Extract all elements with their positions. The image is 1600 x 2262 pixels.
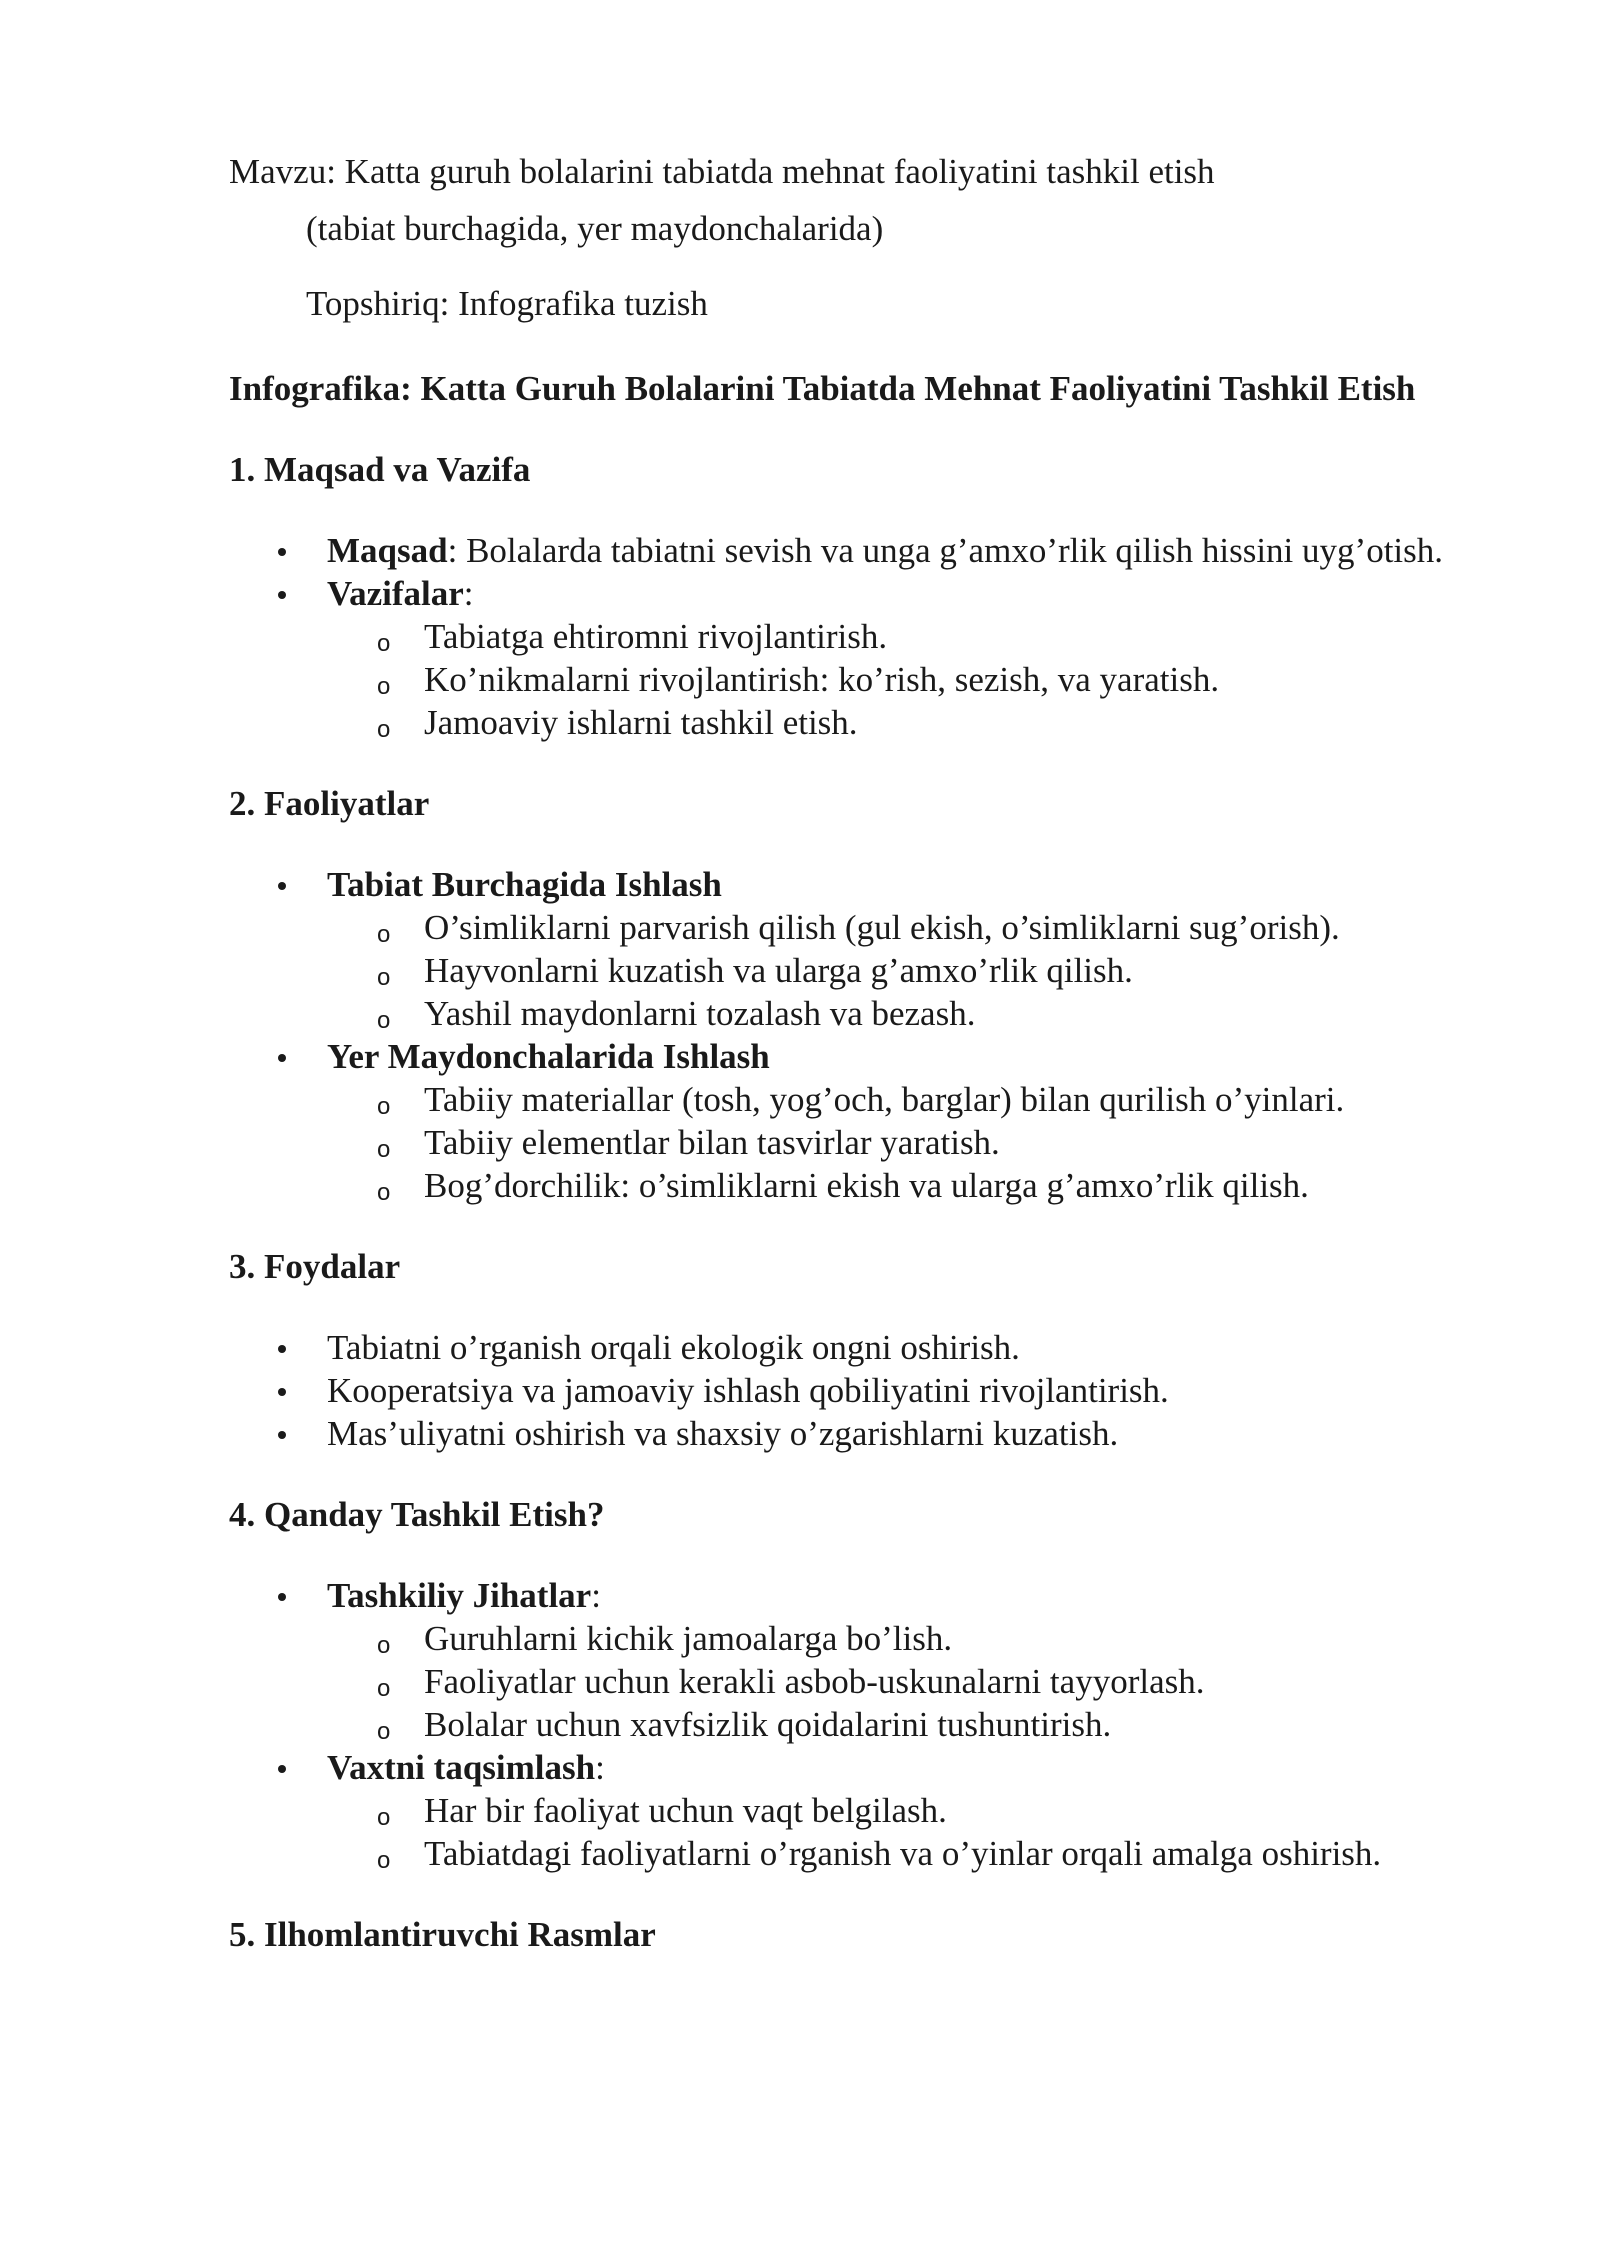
bullet-icon [278, 1388, 286, 1396]
bullet-list [229, 863, 1491, 1207]
circle-bullet-icon: o [377, 1179, 391, 1206]
sub-bullet-text: Tabiatdagi faoliyatlarni o’rganish va o’yinlar orqali amalga oshirish. [424, 1834, 1382, 1873]
sub-bullet-text: Guruhlarni kichik jamoalarga bo’lish. [424, 1619, 953, 1658]
bullet-icon [278, 1593, 286, 1601]
bullet-label: Tashkiliy Jihatlar [327, 1576, 592, 1615]
bullet-icon [278, 548, 286, 556]
bullet-list [229, 1574, 1491, 1875]
bullet-text [327, 863, 1491, 906]
sub-bullet-text: O’simliklarni parvarish qilish (gul ekish, o’simliklarni sug’orish). [424, 908, 1340, 947]
bullet-label: Vazifalar [327, 574, 464, 613]
bullet-text [327, 1035, 1491, 1078]
circle-bullet-icon: o [377, 1847, 391, 1874]
sub-bullet-text: Bog’dorchilik: o’simliklarni ekish va ularga g’amxo’rlik qilish. [424, 1166, 1309, 1205]
circle-bullet-icon: o [377, 921, 391, 948]
topic-line: Mavzu: Katta guruh bolalarini tabiatda mehnat faoliyatini tashkil etish [229, 152, 1215, 191]
sub-bullet-item [327, 1660, 1491, 1703]
bullet-label: Maqsad [327, 531, 448, 570]
bullet-item [229, 1574, 1491, 1746]
section-heading: 4. Qanday Tashkil Etish? [229, 1495, 605, 1534]
sub-bullet-item [327, 906, 1491, 949]
bullet-text [327, 1746, 1491, 1789]
sub-bullet-item [327, 1617, 1491, 1660]
sub-bullet-item [327, 992, 1491, 1035]
document-title: Infografika: Katta Guruh Bolalarini Tabiatda Mehnat Faoliyatini Tashkil Etish [229, 369, 1416, 408]
section-heading: 1. Maqsad va Vazifa [229, 450, 531, 489]
bullet-text [327, 1369, 1491, 1412]
topic-subtitle: (tabiat burchagida, yer maydonchalarida) [306, 209, 884, 248]
circle-bullet-icon: o [377, 1804, 391, 1831]
sub-bullet-item [327, 949, 1491, 992]
bullet-list [229, 1326, 1491, 1455]
sub-bullet-text: Jamoaviy ishlarni tashkil etish. [424, 703, 858, 742]
circle-bullet-icon: o [377, 964, 391, 991]
document-body [229, 150, 1491, 1956]
bullet-item [229, 1412, 1491, 1455]
bullet-body: : [591, 1576, 601, 1615]
circle-bullet-icon: o [377, 1675, 391, 1702]
bullet-item [229, 863, 1491, 1035]
section-heading: 3. Foydalar [229, 1247, 401, 1286]
bullet-text [327, 1412, 1491, 1455]
sub-bullet-text: Yashil maydonlarni tozalash va bezash. [424, 994, 976, 1033]
sub-bullet-item [327, 1078, 1491, 1121]
bullet-text [327, 529, 1491, 572]
sub-bullet-item [327, 1121, 1491, 1164]
bullet-item [229, 1369, 1491, 1412]
sub-bullet-text: Tabiiy materiallar (tosh, yog’och, barglar) bilan qurilish o’yinlari. [424, 1080, 1345, 1119]
circle-bullet-icon: o [377, 1007, 391, 1034]
circle-bullet-icon: o [377, 1093, 391, 1120]
sub-bullet-text: Bolalar uchun xavfsizlik qoidalarini tushuntirish. [424, 1705, 1112, 1744]
bullet-body: Kooperatsiya va jamoaviy ishlash qobiliyatini rivojlantirish. [327, 1371, 1169, 1410]
sub-bullet-list [327, 1789, 1491, 1875]
bullet-item [229, 529, 1491, 572]
sub-bullet-text: Hayvonlarni kuzatish va ularga g’amxo’rlik qilish. [424, 951, 1133, 990]
bullet-body: : [595, 1748, 605, 1787]
sections-container [229, 448, 1491, 1956]
bullet-text [327, 1326, 1491, 1369]
circle-bullet-icon: o [377, 716, 391, 743]
circle-bullet-icon: o [377, 1136, 391, 1163]
sub-bullet-text: Tabiiy elementlar bilan tasvirlar yaratish. [424, 1123, 1000, 1162]
section-heading: 2. Faoliyatlar [229, 784, 430, 823]
circle-bullet-icon: o [377, 1718, 391, 1745]
sub-bullet-list [327, 615, 1491, 744]
bullet-label: Tabiat Burchagida Ishlash [327, 865, 722, 904]
bullet-body: : Bolalarda tabiatni sevish va unga g’amxo’rlik qilish hissini uyg’otish. [447, 531, 1444, 570]
sub-bullet-item [327, 701, 1491, 744]
bullet-icon [278, 882, 286, 890]
bullet-icon [278, 1431, 286, 1439]
sub-bullet-item [327, 615, 1491, 658]
sub-bullet-item [327, 1703, 1491, 1746]
bullet-icon [278, 1054, 286, 1062]
bullet-list [229, 529, 1491, 744]
sub-bullet-item [327, 658, 1491, 701]
circle-bullet-icon: o [377, 673, 391, 700]
bullet-body: Tabiatni o’rganish orqali ekologik ongni oshirish. [327, 1328, 1020, 1367]
circle-bullet-icon: o [377, 630, 391, 657]
bullet-body: Mas’uliyatni oshirish va shaxsiy o’zgarishlarni kuzatish. [327, 1414, 1119, 1453]
section-heading: 5. Ilhomlantiruvchi Rasmlar [229, 1915, 656, 1954]
bullet-item [229, 1326, 1491, 1369]
sub-bullet-item [327, 1164, 1491, 1207]
bullet-icon [278, 591, 286, 599]
bullet-body: : [463, 574, 474, 613]
bullet-text [327, 1574, 1491, 1617]
bullet-text [327, 572, 1491, 615]
bullet-icon [278, 1345, 286, 1353]
circle-bullet-icon: o [377, 1632, 391, 1659]
sub-bullet-text: Ko’nikmalarni rivojlantirish: ko’rish, sezish, va yaratish. [424, 660, 1220, 699]
bullet-icon [278, 1765, 286, 1773]
bullet-item [229, 1746, 1491, 1875]
bullet-item [229, 572, 1491, 744]
sub-bullet-list [327, 1617, 1491, 1746]
sub-bullet-list [327, 1078, 1491, 1207]
sub-bullet-list [327, 906, 1491, 1035]
bullet-label: Yer Maydonchalarida Ishlash [327, 1037, 770, 1076]
bullet-label: Vaxtni taqsimlash [327, 1748, 596, 1787]
sub-bullet-text: Tabiatga ehtiromni rivojlantirish. [424, 617, 888, 656]
sub-bullet-text: Har bir faoliyat uchun vaqt belgilash. [424, 1791, 947, 1830]
task-line: Topshiriq: Infografika tuzish [306, 284, 708, 323]
sub-bullet-text: Faoliyatlar uchun kerakli asbob-uskunalarni tayyorlash. [424, 1662, 1205, 1701]
sub-bullet-item [327, 1789, 1491, 1832]
bullet-item [229, 1035, 1491, 1207]
sub-bullet-item [327, 1832, 1491, 1875]
